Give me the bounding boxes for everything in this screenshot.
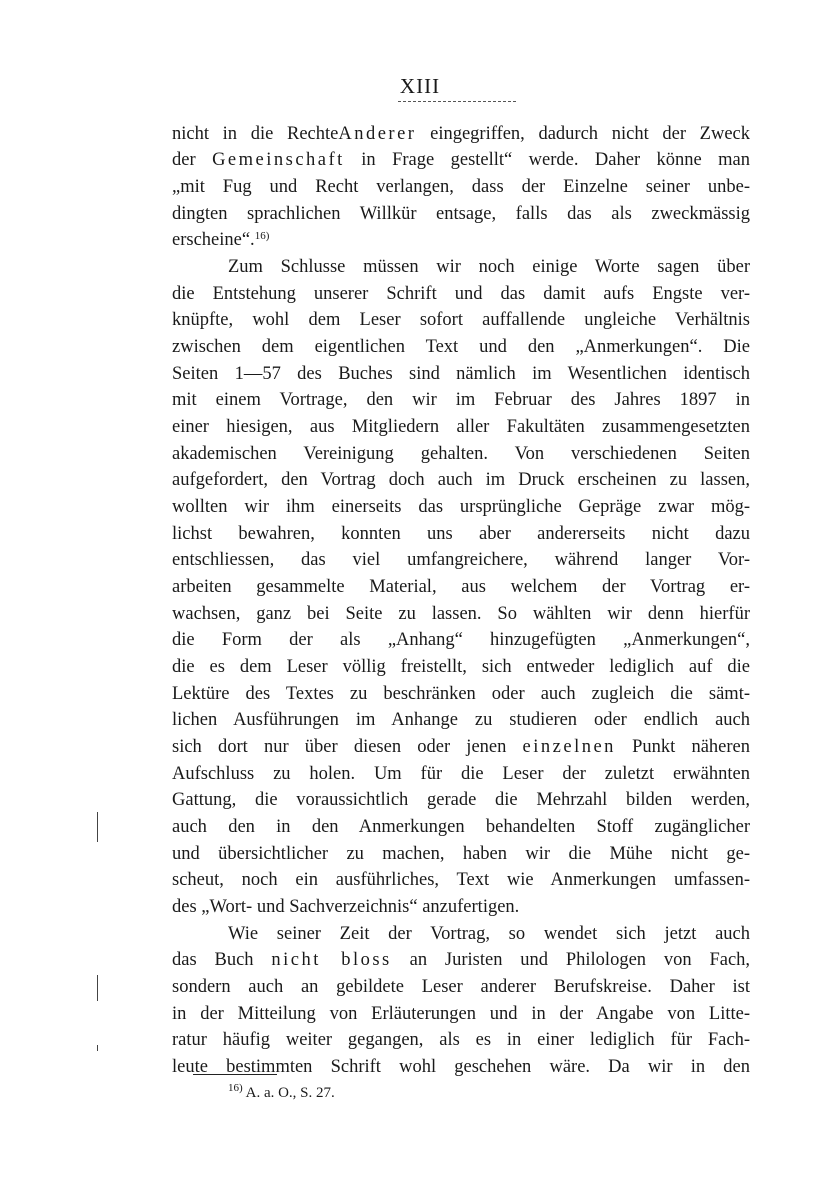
text-line: nicht in die RechteAnderer eingegriffen, dadurch nicht der Zweck [172, 124, 750, 144]
text-line: leute bestimmten Schrift wohl geschehen wäre. Da wir in den [172, 1057, 750, 1077]
spaced-word: nicht bloss [271, 950, 392, 970]
text-line: „mit Fug und Recht verlangen, dass der Einzelne seiner unbe- [172, 177, 750, 197]
text-line: des „Wort- und Sachverzeichnis“ anzufertigen. [172, 897, 520, 917]
footnote [228, 1082, 335, 1104]
text-line: akademischen Vereinigung gehalten. Von verschiedenen Seiten [172, 444, 750, 464]
text-line: Seiten 1—57 des Buches sind nämlich im Wesentlichen identisch [172, 364, 750, 384]
text-line: Wie seiner Zeit der Vortrag, so wendet sich jetzt auch [228, 924, 750, 944]
text-line: dingten sprachlichen Willkür entsage, falls das als zweckmässig [172, 204, 750, 224]
text-line: Aufschluss zu holen. Um für die Leser der zuletzt erwähnten [172, 764, 750, 784]
text-line: knüpfte, wohl dem Leser sofort auffallende ungleiche Verhältnis [172, 310, 750, 330]
footnote-marker: 16) [228, 1082, 243, 1094]
text-line: mit einem Vortrage, den wir im Februar des Jahres 1897 in [172, 390, 750, 410]
text-line: sich dort nur über diesen oder jenen einzelnen Punkt näheren [172, 737, 750, 757]
text-line: und übersichtlicher zu machen, haben wir die Mühe nicht ge- [172, 844, 750, 864]
text-line: auch den in den Anmerkungen behandelten Stoff zugänglicher [172, 817, 750, 837]
text-line: ratur häufig weiter gegangen, als es in einer lediglich für Fach- [172, 1030, 750, 1050]
text-line: einer hiesigen, aus Mitgliedern aller Fakultäten zusammengesetzten [172, 417, 750, 437]
text-line: das Buch nicht bloss an Juristen und Philologen von Fach, [172, 950, 751, 970]
text-line: in der Mitteilung von Erläuterungen und in der Angabe von Litte- [172, 1004, 750, 1024]
margin-mark [97, 812, 98, 842]
text-line: entschliessen, das viel umfangreichere, während langer Vor- [172, 550, 750, 570]
text-line: die Form der als „Anhang“ hinzugefügten „Anmerkungen“, [172, 630, 750, 650]
text-line: Lektüre des Textes zu beschränken oder auch zugleich die sämt- [172, 684, 750, 704]
text-line: erscheine“.$^{16)}$ [172, 230, 270, 250]
text-line: scheut, noch ein ausführliches, Text wie Anmerkungen umfassen- [172, 870, 750, 890]
text-line: die Entstehung unserer Schrift und das damit aufs Engste ver- [172, 284, 750, 304]
text-line: die es dem Leser völlig freistellt, sich entweder lediglich auf die [172, 657, 750, 677]
text-line: der Gemeinschaft in Frage gestellt“ werde. Daher könne man [172, 150, 751, 170]
text-line: Gattung, die voraussichtlich gerade die Mehrzahl bilden werden, [172, 790, 750, 810]
text-line: arbeiten gesammelte Material, aus welchem der Vortrag er- [172, 577, 750, 597]
spaced-word: Anderer [338, 124, 417, 144]
footnote-rule [193, 1074, 277, 1075]
page-number: XIII [399, 74, 441, 98]
header-rule [398, 101, 516, 102]
footnote-text: A. a. O., S. 27. [245, 1085, 335, 1101]
text-line: lichst bewahren, konnten uns aber andererseits nicht dazu [172, 524, 750, 544]
text-line: sondern auch an gebildete Leser anderer Berufskreise. Daher ist [172, 977, 750, 997]
spaced-word: einzelnen [522, 737, 616, 757]
text-line: wollten wir ihm einerseits das ursprüngliche Gepräge zwar mög- [172, 497, 750, 517]
text-line: lichen Ausführungen im Anhange zu studieren oder endlich auch [172, 710, 750, 730]
text-line: wachsen, ganz bei Seite zu lassen. So wählten wir denn hierfür [172, 604, 750, 624]
margin-mark [97, 1045, 98, 1051]
text-line: zwischen dem eigentlichen Text und den „Anmerkungen“. Die [172, 337, 750, 357]
text-line: aufgefordert, den Vortrag doch auch im Druck erscheinen zu lassen, [172, 470, 750, 490]
margin-mark [97, 975, 98, 1001]
spaced-word: Gemeinschaft [212, 150, 345, 170]
footnote-reference: 16) [254, 230, 270, 242]
text-line: Zum Schlusse müssen wir noch einige Worte sagen über [228, 257, 750, 277]
